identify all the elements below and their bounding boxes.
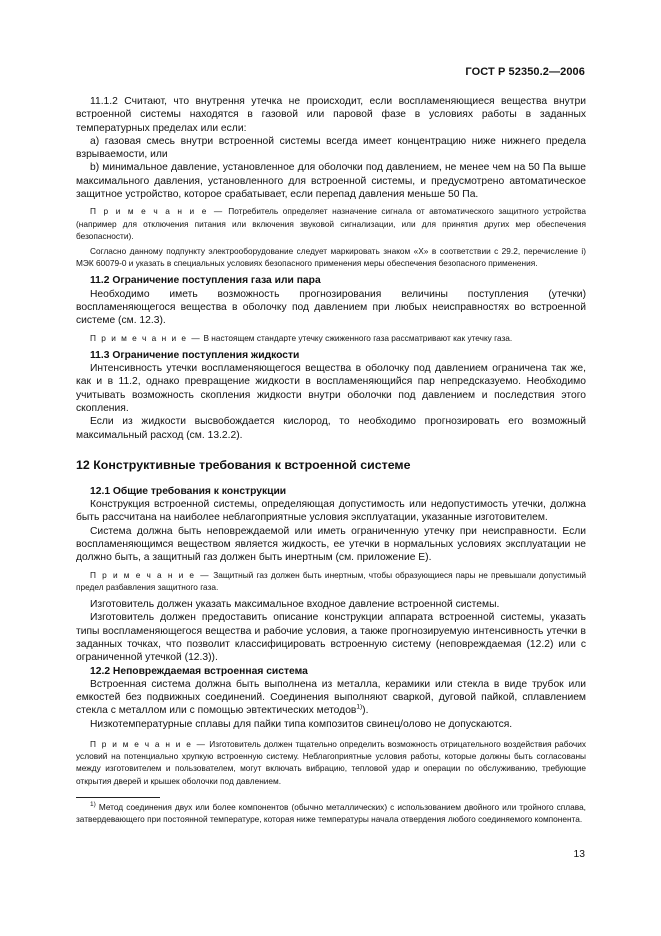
note-12-1: [76, 569, 586, 593]
paragraph-12-1-b: Система должна быть неповреждаемой или иметь ограниченную утечку при неисправности. Если воспламеняющимся веществом является жидкость, ее утечки в нормальных условиях эксплуатации не должно быть, а защитный газ должен быть инертным (см. приложение Е).: [76, 525, 586, 564]
paragraph-12-1-c: Изготовитель должен указать максимальное входное давление встроенной системы.: [90, 599, 500, 611]
note-text: В настоящем стандарте утечку сжиженного газа рассматривают как утечку газа.: [201, 332, 513, 343]
paragraph-12-2-a: [76, 678, 586, 718]
note-text: Защитный газ должен быть инертным, чтобы образующиеся пары не превышали допустимый предел разбавления защитного газа.: [76, 569, 586, 592]
paragraph-12-2-b: Низкотемпературные сплавы для пайки типа композитов свинец/олово не допускаются.: [90, 718, 513, 730]
document-code: ГОСТ Р 52350.2—2006: [465, 66, 585, 78]
section-heading-12: 12 Конструктивные требования к встроенной системе: [76, 457, 411, 472]
page-body: [76, 95, 586, 790]
section-heading-11-2: 11.2 Ограничение поступления газа или пара: [90, 275, 321, 287]
paragraph-text: Встроенная система должна быть выполнена из металла, керамики или стекла в виде трубок или емкостей без подвижных соединений. Соединения выполняют сваркой, дуговой пайкой, сплавлением стекла с металлом или с помощью эвтектических методов: [76, 678, 586, 717]
footnote-reference: 1): [356, 704, 363, 711]
paragraph-12-1-a: Конструкция встроенной системы, определяющая допустимость или недопустимость утечки, должна быть рассчитана на наиболее неблагоприятные условия эксплуатации, указанные изготовителем.: [76, 499, 586, 524]
note-label: П р и м е ч а н и е —: [90, 569, 211, 580]
paragraph-11-3-b: Если из жидкости высвобождается кислород, то необходимо прогнозировать его возможный максимальный расход (см. 13.2.2).: [76, 416, 586, 441]
section-heading-12-1: 12.1 Общие требования к конструкции: [90, 485, 287, 497]
section-heading-11-3: 11.3 Ограничение поступления жидкости: [90, 349, 300, 361]
footnote-divider: [76, 797, 160, 798]
list-item-a: a) газовая смесь внутри встроенной системы всегда имеет концентрацию ниже нижнего предела взрываемости, или: [76, 135, 586, 161]
footnote-marker: 1): [90, 801, 96, 809]
note-label: П р и м е ч а н и е —: [90, 739, 207, 750]
paragraph-11-1-2: 11.1.2 Считают, что внутрення утечка не происходит, если воспламеняющиеся вещества внутри встроенной системы находятся в газовой или паровой фазе в условиях работы в заданных температурных пределах или если:: [76, 96, 586, 134]
paragraph-text-end: ).: [362, 705, 369, 717]
note-text: Изготовитель должен тщательно определить возможность отрицательного воздействия рабочих условий на потенциально хрупкую встроенную систему. Неблагоприятные условия работы, которые должны быть согласованы между изготовителем и пользователем, могут включать вибрацию, тепловой удар и операции по обслуживанию, требующие открытия дверей и крышек оболочки под давлением.: [76, 739, 586, 786]
note-label: П р и м е ч а н и е —: [90, 206, 224, 217]
list-item-b: b) минимальное давление, установленное для оболочки под давлением, не менее чем на 50 Па выше максимального давления, установленного для встроенной системы, и предусмотрено автоматическое защитное устройство, которое срабатывает, если перепад давления меньше 50 Па.: [76, 162, 586, 201]
paragraph-11-2: Необходимо иметь возможность прогнозирования величины поступления (утечки) воспламеняющегося вещества в оболочку под давлением при любых неисправностях во встроенной системе (см. 12.3).: [76, 288, 586, 327]
paragraph-12-1-d: Изготовитель должен предоставить описание конструкции аппарата встроенной системы, указать типы воспламеняющегося вещества и рабочие условия, а также прогнозируемую интенсивность утечки в заданных точках, что позволит классифицировать встроенную систему (неповреждаемая (12.2) или с ограниченной утечкой (12.3)).: [76, 612, 586, 664]
note-12-2: [76, 738, 586, 787]
note-11-2: [76, 332, 586, 344]
footnote: [76, 801, 586, 825]
note-11-1-2: [76, 205, 586, 242]
note-text: Потребитель определяет назначение сигнала от автоматического защитного устройства (например для отключения питания или включения звуковой сигнализации, или для принятия других мер обеспечения безопасности).: [76, 206, 586, 241]
section-heading-12-2: 12.2 Неповреждаемая встроенная система: [90, 665, 308, 677]
note-11-1-2-continued: Согласно данному подпункту электрооборудование следует маркировать знаком «Х» в соответствии с 29.2, перечисление i) МЭК 60079-0 и указать в специальных условиях безопасного применения меры обеспечения безопасного применения.: [76, 245, 586, 269]
page-number: 13: [573, 849, 585, 860]
note-label: П р и м е ч а н и е —: [90, 332, 202, 343]
paragraph-11-3-a: Интенсивность утечки воспламеняющегося вещества в оболочку под давлением ограничена так же, как и в 11.2, однако превращение жидкости в воспламеняющийся пар непредсказуемо. Необходимо учитывать возможность скопления жидкости внутри оболочки под давлением и последствия этого скопления.: [76, 363, 586, 414]
footnote-text: Метод соединения двух или более компонентов (обычно металлических) с использованием двойного или тройного сплава, затвердевающего при постоянной температуре, которая ниже температуры начала отвердения любого соединяемого компонента.: [76, 802, 586, 825]
